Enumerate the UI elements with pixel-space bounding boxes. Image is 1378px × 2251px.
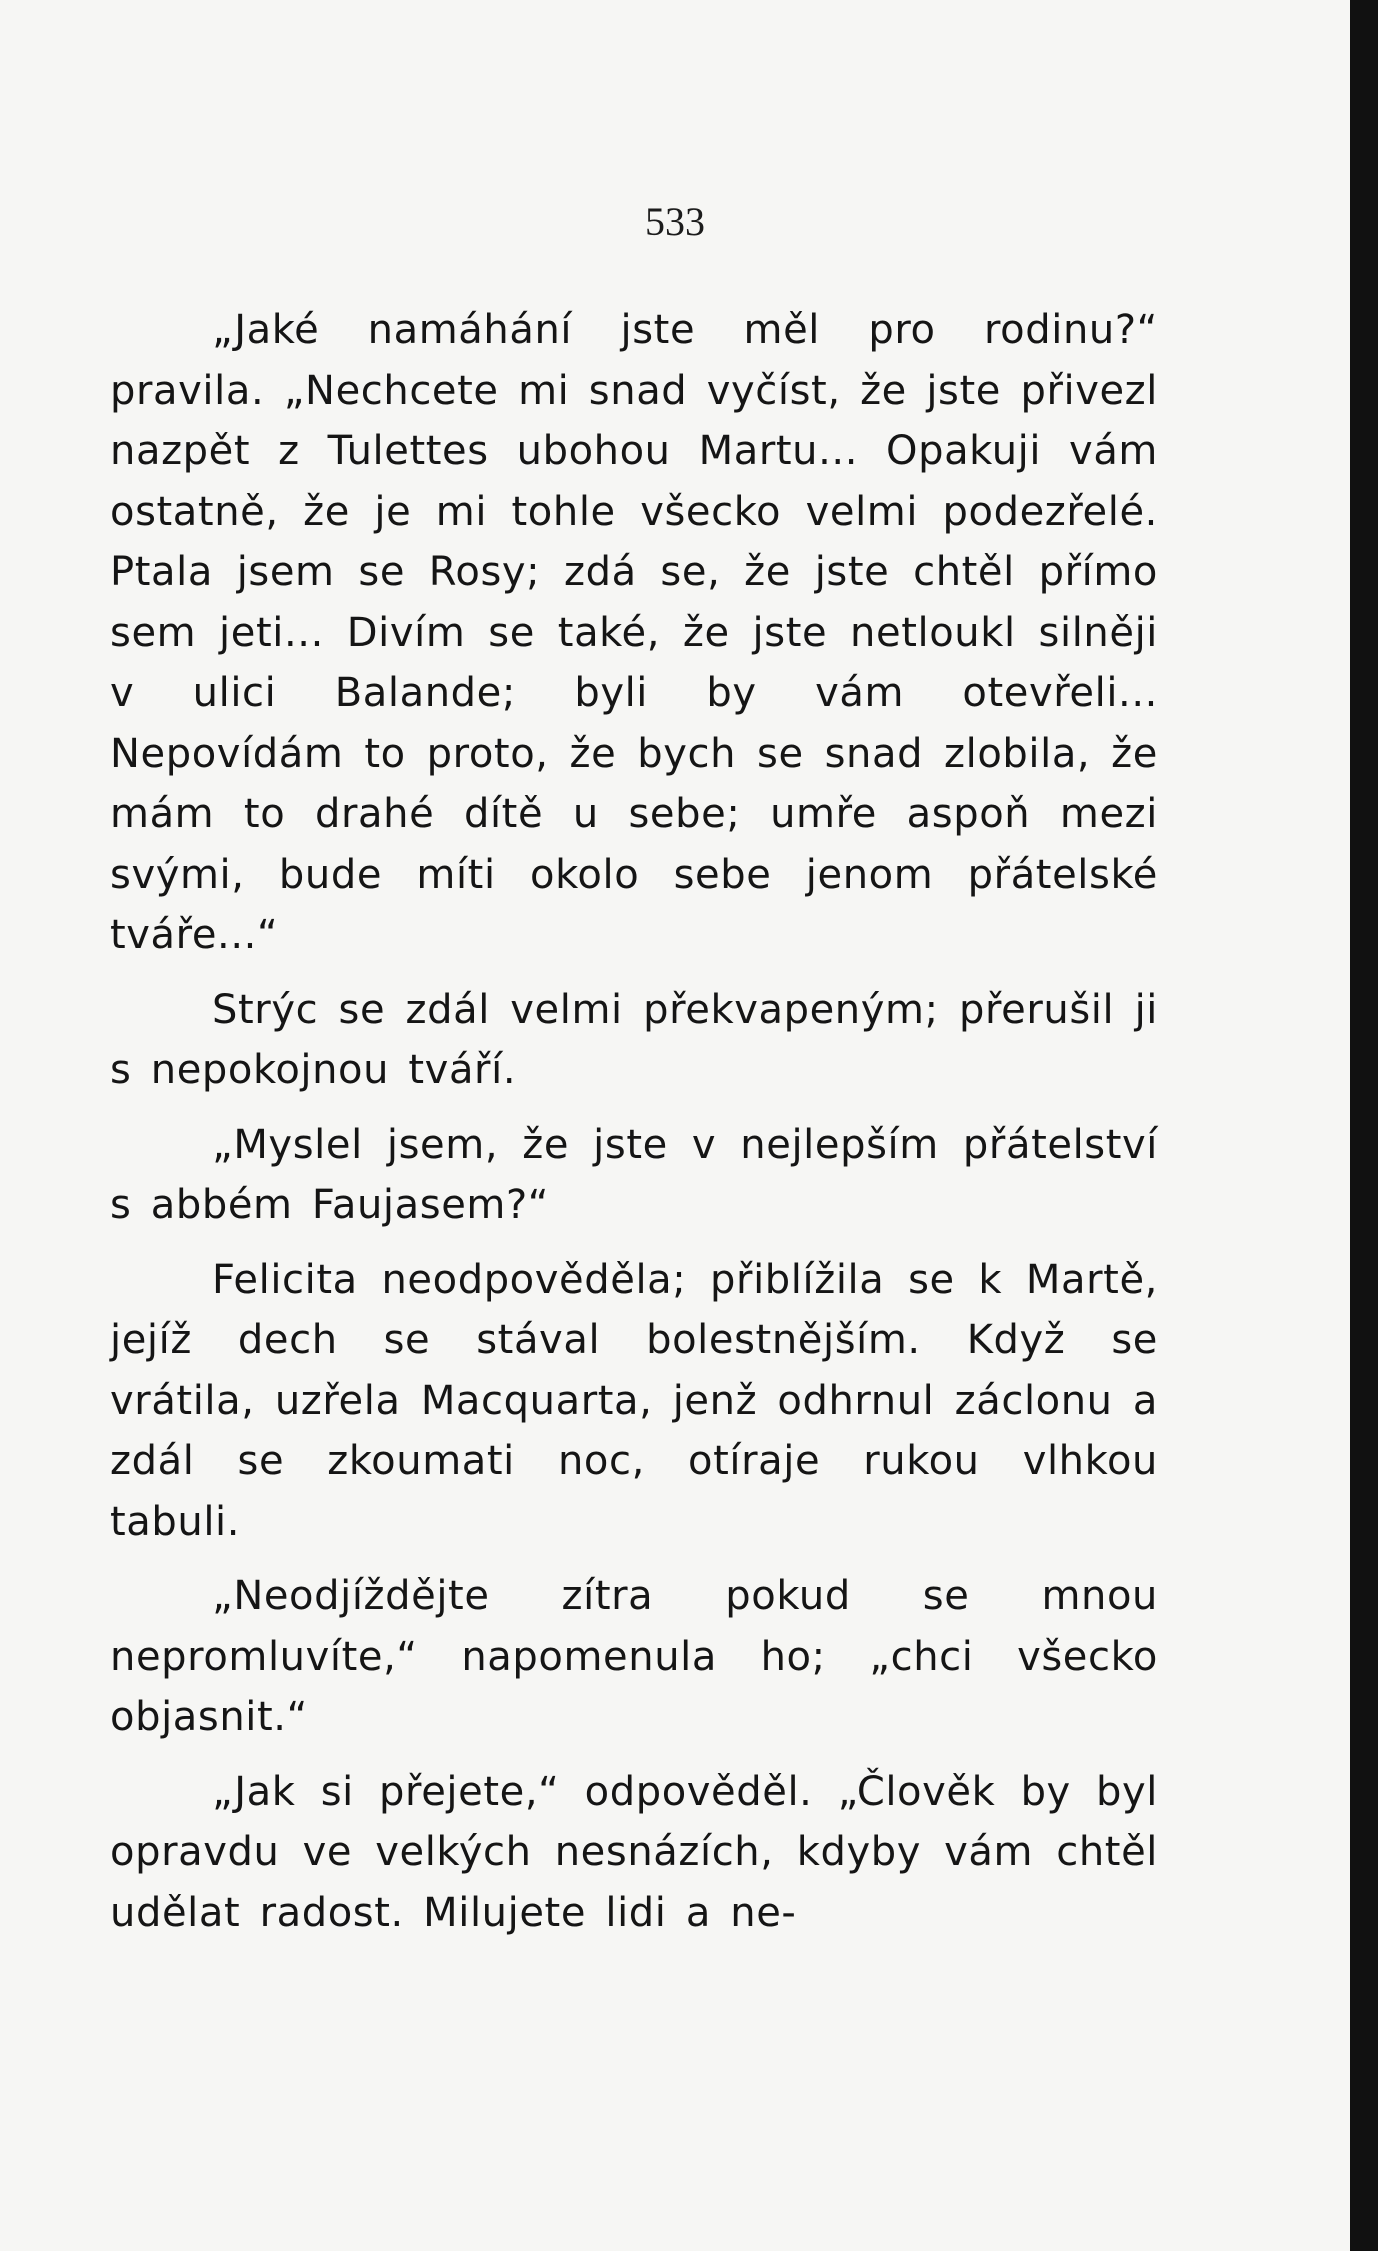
paragraph: Felicita neodpověděla; přiblížila se k Martě, jejíž dech se stával bolestnějším. Když se vrátila, uzřela Macquarta, jenž odhrnul záclonu a zdál se zkoumati noc, otíraje rukou vlhkou tabuli. [110, 1256, 1158, 1545]
paragraph: Strýc se zdál velmi překvapeným; přerušil ji s nepokojnou tváří. [110, 986, 1158, 1093]
page-number: 533 [645, 199, 705, 244]
scan-edge [1350, 0, 1378, 2251]
paragraph: „Myslel jsem, že jste v nejlepším přátelství s abbém Faujasem?“ [110, 1121, 1158, 1228]
paragraph: „Neodjíždějte zítra pokud se mnou nepromluvíte,“ napomenula ho; „chci všecko objasnit.“ [110, 1573, 1158, 1740]
paragraph: „Jak si přejete,“ odpověděl. „Člověk by byl opravdu ve velkých nesnázích, kdyby vám chtěl udělat radost. Milujete lidi a ne- [110, 1768, 1158, 1936]
paragraph: „Jaké namáhání jste měl pro rodinu?“ pravila. „Nechcete mi snad vyčíst, že jste přivezl nazpět z Tulettes ubohou Martu... Opakuji vám ostatně, že je mi tohle všecko velmi podezřelé. Ptala jsem se Rosy; zdá se, že jste chtěl přímo sem jeti... Divím se také, že jste netloukl silněji v ulici Balande; byli by vám otevřeli... Nepovídám to proto, že bych se snad zlobila, že mám to drahé dítě u sebe; umře aspoň mezi svými, bude míti okolo sebe jenom přátelské tváře...“ [110, 307, 1158, 958]
body-text [110, 300, 1158, 1957]
